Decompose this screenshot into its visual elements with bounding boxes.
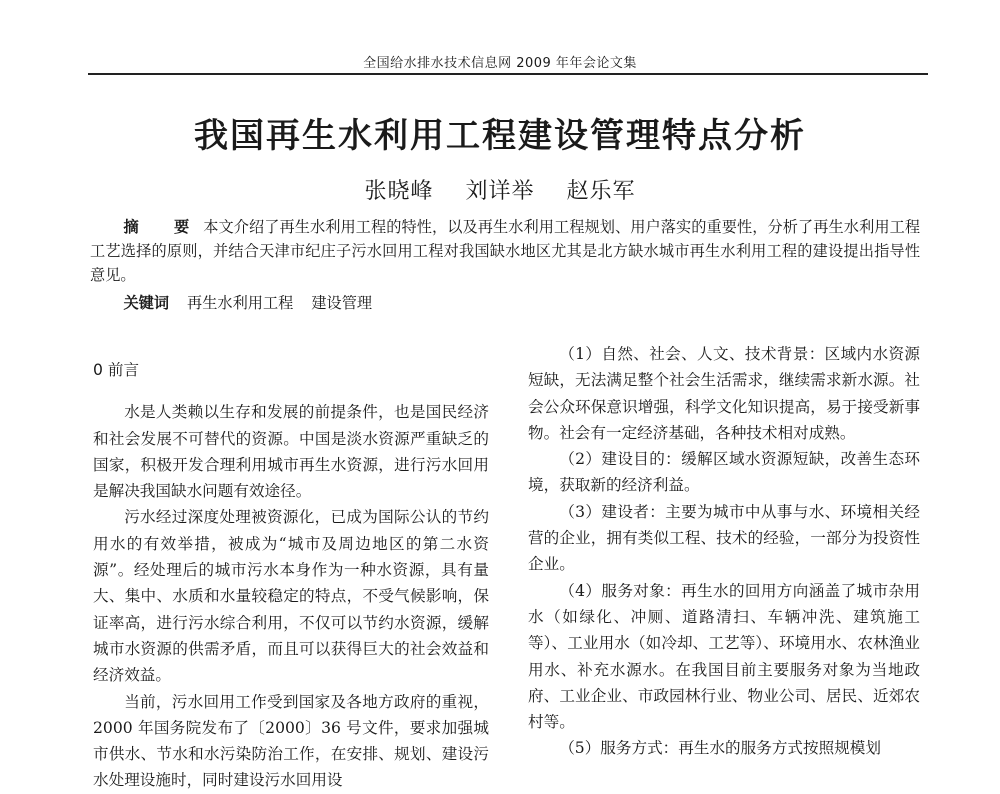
abstract-text: 本文介绍了再生水利用工程的特性，以及再生水利用工程规划、用户落实的重要性，分析了再生水利用工程工艺选择的原则，并结合天津市纪庄子污水回用工程对我国缺水地区尤其是北方缺水城市再生水利用工程的建设提出指导性意见。: [90, 218, 921, 284]
body-paragraph: 污水经过深度处理被资源化，已成为国际公认的节约用水的有效举措，被成为“城市及周边地区的第二水资源”。经处理后的城市污水本身作为一种水资源，具有量大、集中、水质和水量较稳定的特点，不受气候影响，保证率高，进行污水综合利用，不仅可以节约水资源，缓解城市水资源的供需矛盾，而且可以获得巨大的社会效益和经济效益。: [93, 508, 489, 685]
body-paragraph: （1）自然、社会、人文、技术背景：区域内水资源短缺，无法满足整个社会生活需求，继续需求新水源。社会公众环保意识增强，科学文化知识提高，易于接受新事物。社会有一定经济基础，各种技术相对成熟。: [528, 345, 920, 442]
article-title: 我国再生水利用工程建设管理特点分析: [194, 116, 806, 156]
keyword: 建设管理: [311, 294, 373, 312]
body-paragraph: 水是人类赖以生存和发展的前提条件，也是国民经济和社会发展不可替代的资源。中国是淡水资源严重缺乏的国家，积极开发合理利用城市再生水资源，进行污水回用是解决我国缺水问题有效途径。: [93, 403, 489, 501]
section-heading: 0 前言: [93, 361, 140, 379]
abstract-label: 摘 要: [123, 218, 200, 236]
body-paragraph: （4）服务对象：再生水的回用方向涵盖了城市杂用水（如绿化、冲厕、道路清扫、车辆冲洗、建筑施工等）、工业用水（如冷却、工艺等）、环境用水、农林渔业用水、补充水源水。在我国目前主要服务对象为当地政府、工业企业、市政园林行业、物业公司、居民、近郊农村等。: [528, 581, 920, 732]
left-column: [93, 357, 489, 794]
header-rule: [88, 73, 928, 75]
keyword: 再生水利用工程: [187, 294, 294, 312]
body-paragraph: （3）建设者：主要为城市中从事与水、环境相关经营的企业，拥有类似工程、技术的经验，一部分为投资性企业。: [528, 502, 920, 574]
running-header: 全国给水排水技术信息网 2009 年年会论文集: [363, 56, 637, 71]
right-column: [528, 341, 920, 762]
author-list: [0, 174, 1000, 205]
keywords: [90, 291, 920, 315]
author-name: 赵乐军: [566, 179, 636, 204]
keywords-label: 关键词: [123, 294, 169, 312]
body-paragraph: （2）建设目的：缓解区域水资源短缺，改善生态环境，获取新的经济利益。: [528, 450, 920, 495]
author-name: 刘详举: [465, 179, 535, 204]
author-name: 张晓峰: [364, 179, 434, 204]
body-paragraph: （5）服务方式：再生水的服务方式按照规模划: [559, 739, 881, 758]
body-paragraph: 当前，污水回用工作受到国家及各地方政府的重视，2000 年国务院发布了〔2000〕36 号文件，要求加强城市供水、节水和水污染防治工作，在安排、规划、建设污水处理设施时，同时建设污水回用设: [93, 692, 489, 790]
abstract: [90, 215, 920, 287]
